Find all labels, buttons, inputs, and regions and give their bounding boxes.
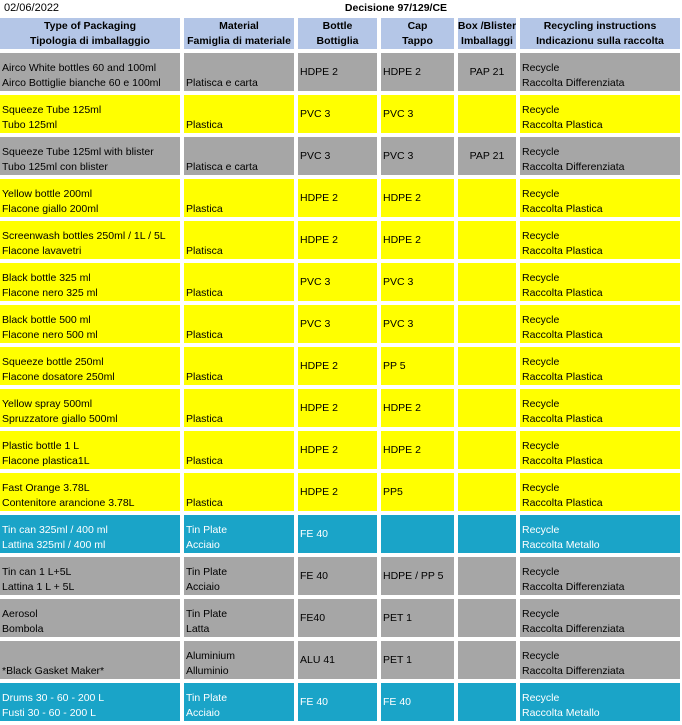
cell-type	[0, 221, 180, 259]
cell-recycling	[520, 515, 680, 553]
cell-bottle	[298, 431, 377, 469]
cell-type	[0, 347, 180, 385]
type-en: Yellow bottle 200ml	[2, 188, 93, 200]
table-row	[0, 347, 680, 385]
box-code: PAP 21	[469, 65, 505, 78]
cell-recycling	[520, 137, 680, 175]
type-en: Yellow spray 500ml	[2, 398, 93, 410]
cap-code: PVC 3	[383, 107, 414, 120]
type-en: Aerosol	[2, 608, 38, 620]
cell-material	[184, 221, 294, 259]
bottle-code: HDPE 2	[300, 359, 338, 372]
bottle-code: FE 40	[300, 569, 329, 582]
bottle-code: PVC 3	[300, 149, 331, 162]
bottle-code: HDPE 2	[300, 443, 338, 456]
material-it: Plastica	[186, 119, 223, 131]
type-en: Tin can 1 L+5L	[2, 566, 72, 578]
cell-recycling	[520, 305, 680, 343]
table-row	[0, 641, 680, 679]
cell-material	[184, 683, 294, 721]
cell-type	[0, 515, 180, 553]
cell-box	[458, 305, 516, 343]
cell-bottle	[298, 263, 377, 301]
bottle-code: FE 40	[300, 527, 329, 540]
packaging-table	[0, 14, 682, 725]
material-it: Alluminio	[186, 665, 229, 677]
cell-type	[0, 473, 180, 511]
cell-type	[0, 263, 180, 301]
recycling-en: Recycle	[522, 272, 560, 284]
cell-box	[458, 473, 516, 511]
recycling-it: Raccolta Metallo	[522, 707, 600, 719]
cap-code: HDPE 2	[383, 401, 421, 414]
cap-code: HDPE 2	[383, 443, 421, 456]
recycling-it: Raccolta Plastica	[522, 497, 603, 509]
cell-material	[184, 305, 294, 343]
header-type-it: Tipologia di imballaggio	[30, 35, 150, 47]
material-it: Acciaio	[186, 581, 220, 593]
header-material	[184, 18, 294, 49]
header-cap-it: Tappo	[402, 35, 433, 47]
cell-box	[458, 641, 516, 679]
cell-bottle	[298, 473, 377, 511]
table-row	[0, 179, 680, 217]
recycling-it: Raccolta Plastica	[522, 329, 603, 341]
recycling-en: Recycle	[522, 566, 560, 578]
cell-box	[458, 179, 516, 217]
cell-cap	[381, 263, 454, 301]
cell-material	[184, 515, 294, 553]
cap-code: HDPE 2	[383, 233, 421, 246]
type-it: Flacone nero 500 ml	[2, 329, 98, 341]
recycling-en: Recycle	[522, 188, 560, 200]
decision-reference: Decisione 97/129/CE	[344, 2, 448, 14]
cell-type	[0, 179, 180, 217]
document-date: 02/06/2022	[4, 2, 60, 14]
cell-cap	[381, 683, 454, 721]
cap-code: PP 5	[383, 359, 406, 372]
header-recycling-it: Indicazionu sulla raccolta	[536, 35, 664, 47]
cell-cap	[381, 641, 454, 679]
cell-type	[0, 557, 180, 595]
recycling-it: Raccolta Differenziata	[522, 665, 625, 677]
material-it: Plastica	[186, 203, 223, 215]
recycling-it: Raccolta Plastica	[522, 455, 603, 467]
recycling-it: Raccolta Differenziata	[522, 161, 625, 173]
recycling-it: Raccolta Plastica	[522, 119, 603, 131]
cell-bottle	[298, 641, 377, 679]
table-row	[0, 473, 680, 511]
cell-box	[458, 599, 516, 637]
cell-recycling	[520, 683, 680, 721]
cell-cap	[381, 137, 454, 175]
recycling-it: Raccolta Metallo	[522, 539, 600, 551]
header-type	[0, 18, 180, 49]
header-cap	[381, 18, 454, 49]
material-it: Plastica	[186, 371, 223, 383]
cap-code: PET 1	[383, 611, 412, 624]
recycling-en: Recycle	[522, 482, 560, 494]
cap-code: PVC 3	[383, 317, 414, 330]
cell-cap	[381, 53, 454, 91]
table-row	[0, 515, 680, 553]
recycling-it: Raccolta Differenziata	[522, 77, 625, 89]
type-en: *Black Gasket Maker*	[2, 665, 105, 677]
cell-bottle	[298, 683, 377, 721]
type-it: Flacone nero 325 ml	[2, 287, 98, 299]
type-en: Black bottle 500 ml	[2, 314, 91, 326]
cell-recycling	[520, 179, 680, 217]
material-it: Platisca e carta	[186, 77, 258, 89]
cell-bottle	[298, 347, 377, 385]
table-row	[0, 221, 680, 259]
header-material-it: Famiglia di materiale	[187, 35, 291, 47]
recycling-it: Raccolta Plastica	[522, 287, 603, 299]
cell-box	[458, 431, 516, 469]
material-en: Tin Plate	[186, 566, 228, 578]
cap-code: PVC 3	[383, 275, 414, 288]
recycling-en: Recycle	[522, 230, 560, 242]
bottle-code: HDPE 2	[300, 65, 338, 78]
cell-type	[0, 431, 180, 469]
recycling-en: Recycle	[522, 608, 560, 620]
recycling-en: Recycle	[522, 692, 560, 704]
cell-box	[458, 389, 516, 427]
header-material-en: Material	[219, 20, 259, 32]
cell-recycling	[520, 599, 680, 637]
bottle-code: FE40	[300, 611, 326, 624]
cell-cap	[381, 515, 454, 553]
type-it: Flacone plastica1L	[2, 455, 90, 467]
material-en: Tin Plate	[186, 692, 228, 704]
cell-box	[458, 683, 516, 721]
header-bottle	[298, 18, 377, 49]
header-recycling-en: Recycling instructions	[543, 20, 657, 32]
table-row	[0, 389, 680, 427]
cell-cap	[381, 221, 454, 259]
type-it: Airco Bottiglie bianche 60 e 100ml	[2, 77, 161, 89]
recycling-it: Raccolta Differenziata	[522, 623, 625, 635]
material-en: Tin Plate	[186, 524, 228, 536]
cell-type	[0, 599, 180, 637]
cell-type	[0, 389, 180, 427]
type-it: Flacone lavavetri	[2, 245, 82, 257]
header-box-en: Box /Blister	[458, 20, 516, 32]
cap-code: PET 1	[383, 653, 412, 666]
table-row	[0, 53, 680, 91]
cell-box	[458, 515, 516, 553]
header-cap-en: Cap	[407, 20, 428, 32]
table-row	[0, 557, 680, 595]
header-bottle-it: Bottiglia	[316, 35, 359, 47]
cell-bottle	[298, 53, 377, 91]
type-it: Lattina 1 L + 5L	[2, 581, 75, 593]
type-en: Black bottle 325 ml	[2, 272, 91, 284]
cell-recycling	[520, 557, 680, 595]
table-row	[0, 305, 680, 343]
type-it: Lattina 325ml / 400 ml	[2, 539, 106, 551]
bottle-code: HDPE 2	[300, 485, 338, 498]
recycling-en: Recycle	[522, 104, 560, 116]
cell-cap	[381, 557, 454, 595]
cap-code: PVC 3	[383, 149, 414, 162]
cell-recycling	[520, 95, 680, 133]
recycling-it: Raccolta Plastica	[522, 245, 603, 257]
cell-material	[184, 347, 294, 385]
recycling-it: Raccolta Plastica	[522, 371, 603, 383]
type-en: Drums 30 - 60 - 200 L	[2, 692, 105, 704]
table-row	[0, 263, 680, 301]
type-en: Squeeze Tube 125ml	[2, 104, 102, 116]
cell-recycling	[520, 431, 680, 469]
cell-material	[184, 53, 294, 91]
cap-code: HDPE 2	[383, 65, 421, 78]
recycling-en: Recycle	[522, 314, 560, 326]
cap-code: HDPE 2	[383, 191, 421, 204]
cell-bottle	[298, 221, 377, 259]
table-row	[0, 137, 680, 175]
cell-recycling	[520, 263, 680, 301]
cell-box	[458, 53, 516, 91]
box-code: PAP 21	[469, 149, 505, 162]
bottle-code: HDPE 2	[300, 233, 338, 246]
bottle-code: FE 40	[300, 695, 329, 708]
cell-box	[458, 137, 516, 175]
bottle-code: PVC 3	[300, 107, 331, 120]
cell-material	[184, 641, 294, 679]
cell-cap	[381, 179, 454, 217]
cell-material	[184, 389, 294, 427]
recycling-en: Recycle	[522, 146, 560, 158]
cell-box	[458, 221, 516, 259]
material-it: Plastica	[186, 329, 223, 341]
cell-cap	[381, 473, 454, 511]
type-en: Screenwash bottles 250ml / 1L / 5L	[2, 230, 166, 242]
cell-box	[458, 347, 516, 385]
cell-type	[0, 683, 180, 721]
material-it: Platisca	[186, 245, 223, 257]
material-en: Aluminium	[186, 650, 236, 662]
type-en: Squeeze Tube 125ml with blister	[2, 146, 154, 158]
recycling-en: Recycle	[522, 398, 560, 410]
type-it: Flacone dosatore 250ml	[2, 371, 115, 383]
recycling-en: Recycle	[522, 650, 560, 662]
type-it: Tubo 125ml con blister	[2, 161, 108, 173]
cell-recycling	[520, 53, 680, 91]
material-it: Platisca e carta	[186, 161, 258, 173]
recycling-en: Recycle	[522, 62, 560, 74]
table-row	[0, 683, 680, 721]
header-box	[458, 18, 516, 49]
bottle-code: ALU 41	[300, 653, 336, 666]
recycling-it: Raccolta Differenziata	[522, 581, 625, 593]
table-row	[0, 599, 680, 637]
cell-type	[0, 95, 180, 133]
recycling-it: Raccolta Plastica	[522, 413, 603, 425]
header-recycling	[520, 18, 680, 49]
type-en: Plastic bottle 1 L	[2, 440, 80, 452]
header-bottle-en: Bottle	[322, 20, 353, 32]
material-it: Plastica	[186, 287, 223, 299]
material-it: Acciaio	[186, 539, 220, 551]
material-it: Plastica	[186, 497, 223, 509]
type-it: Spruzzatore giallo 500ml	[2, 413, 118, 425]
cell-bottle	[298, 557, 377, 595]
type-it: Bombola	[2, 623, 44, 635]
cell-recycling	[520, 473, 680, 511]
cell-recycling	[520, 389, 680, 427]
type-it: Flacone giallo 200ml	[2, 203, 99, 215]
cell-material	[184, 137, 294, 175]
cell-material	[184, 263, 294, 301]
cell-bottle	[298, 137, 377, 175]
cell-box	[458, 263, 516, 301]
type-en: Airco White bottles 60 and 100ml	[2, 62, 157, 74]
bottle-code: HDPE 2	[300, 191, 338, 204]
material-it: Latta	[186, 623, 210, 635]
recycling-it: Raccolta Plastica	[522, 203, 603, 215]
cell-box	[458, 557, 516, 595]
type-it: Fusti 30 - 60 - 200 L	[2, 707, 96, 719]
bottle-code: PVC 3	[300, 317, 331, 330]
type-it: Tubo 125ml	[2, 119, 58, 131]
recycling-en: Recycle	[522, 356, 560, 368]
cell-cap	[381, 599, 454, 637]
cell-cap	[381, 95, 454, 133]
cell-bottle	[298, 389, 377, 427]
cell-type	[0, 641, 180, 679]
material-en: Tin Plate	[186, 608, 228, 620]
cell-recycling	[520, 347, 680, 385]
table-row	[0, 95, 680, 133]
header-row	[0, 18, 680, 49]
recycling-en: Recycle	[522, 524, 560, 536]
cell-bottle	[298, 95, 377, 133]
cell-recycling	[520, 641, 680, 679]
header-box-it: Imballaggi	[461, 35, 513, 47]
table-row	[0, 431, 680, 469]
header-type-en: Type of Packaging	[44, 20, 136, 32]
cell-cap	[381, 347, 454, 385]
cell-material	[184, 95, 294, 133]
cell-cap	[381, 431, 454, 469]
recycling-en: Recycle	[522, 440, 560, 452]
material-it: Plastica	[186, 413, 223, 425]
cell-box	[458, 95, 516, 133]
bottle-code: PVC 3	[300, 275, 331, 288]
cap-code: FE 40	[383, 695, 412, 708]
cell-material	[184, 599, 294, 637]
cell-type	[0, 137, 180, 175]
type-en: Tin can 325ml / 400 ml	[2, 524, 108, 536]
cell-material	[184, 473, 294, 511]
cell-material	[184, 179, 294, 217]
material-it: Acciaio	[186, 707, 220, 719]
cell-cap	[381, 389, 454, 427]
cell-recycling	[520, 221, 680, 259]
type-it: Contenitore arancione 3.78L	[2, 497, 135, 509]
bottle-code: HDPE 2	[300, 401, 338, 414]
cap-code: PP5	[383, 485, 403, 498]
cell-type	[0, 305, 180, 343]
material-it: Plastica	[186, 455, 223, 467]
cell-bottle	[298, 599, 377, 637]
cell-type	[0, 53, 180, 91]
cell-material	[184, 557, 294, 595]
cell-material	[184, 431, 294, 469]
type-en: Fast Orange 3.78L	[2, 482, 90, 494]
cell-bottle	[298, 515, 377, 553]
cap-code: HDPE / PP 5	[383, 569, 444, 582]
cell-bottle	[298, 305, 377, 343]
cell-cap	[381, 305, 454, 343]
type-en: Squeeze bottle 250ml	[2, 356, 104, 368]
cell-bottle	[298, 179, 377, 217]
